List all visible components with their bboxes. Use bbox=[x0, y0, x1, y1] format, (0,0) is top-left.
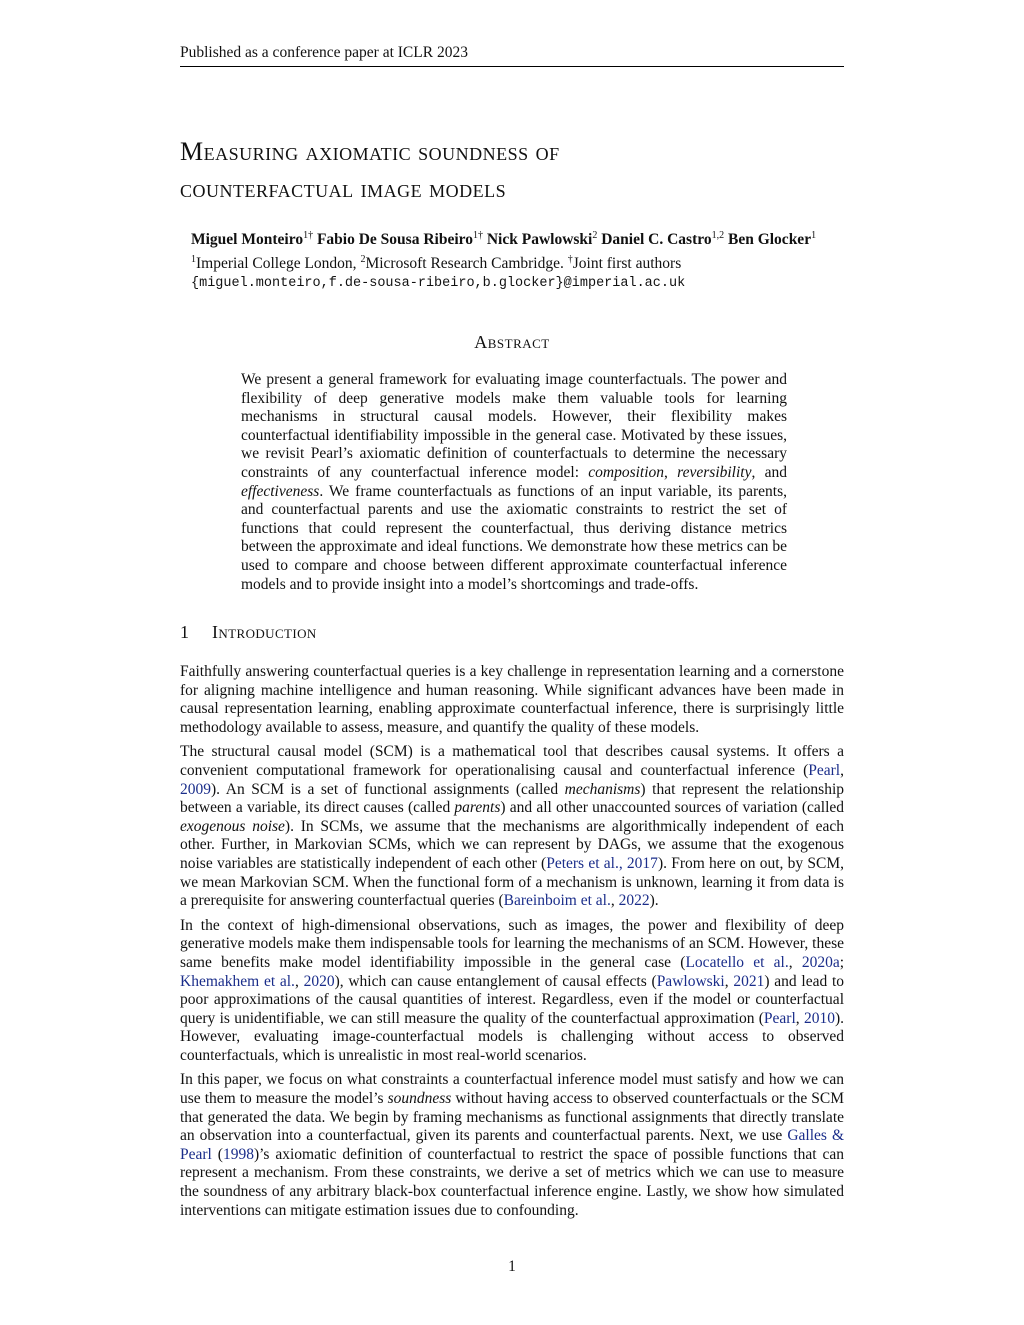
author-name: Daniel C. Castro bbox=[601, 231, 712, 249]
citation-link[interactable]: 2021 bbox=[733, 972, 765, 990]
citation-link[interactable]: Pearl bbox=[763, 1009, 796, 1027]
citation-link[interactable]: 2020a bbox=[801, 953, 840, 971]
title-line-2: counterfactual image models bbox=[180, 174, 507, 203]
author-name: Ben Glocker bbox=[727, 231, 812, 249]
affiliations: $^1$Imperial College London, $^2$Microsoft Research Cambridge. †Joint first authors bbox=[191, 254, 682, 273]
author-name: Miguel Monteiro bbox=[191, 231, 304, 249]
author-affil-mark: 1 bbox=[811, 230, 817, 241]
citation-link[interactable]: Pearl bbox=[808, 761, 841, 779]
citation-link[interactable]: 2010 bbox=[803, 1009, 835, 1027]
section-number: 1 bbox=[180, 622, 190, 642]
author-names bbox=[191, 226, 911, 250]
running-header: Published as a conference paper at ICLR 2023 bbox=[180, 44, 844, 67]
paragraph-3: In the context of high-dimensional observations, such as images, the power and flexibility of deep generative models make them indispensable tools for learning the mechanisms of an SCM. However, these same benefits make model identifiability impossible in the general case (Locatello et al., 2020a; Khemakhem et al., 2020), which can cause entanglement of causal effects (Pawlowski, 2021) and lead to poor approximations of the causal quantities of interest. Regardless, even if the model or counterfactual query is unidentifiable, we can still measure the quality of the counterfactual approximation (Pearl, 2010). However, evaluating image-counterfactual models is challenging without access to observed counterfactuals, which is unrealistic in most real-world scenarios. bbox=[180, 916, 845, 1064]
citation-link[interactable]: 2022 bbox=[618, 892, 650, 910]
author-affil-mark: 1† bbox=[303, 230, 314, 241]
citation-link[interactable]: Peters et al., 2017 bbox=[546, 854, 658, 872]
author-block bbox=[191, 226, 911, 294]
section-title: Introduction bbox=[212, 622, 317, 642]
paragraph-2: The structural causal model (SCM) is a mathematical tool that describes causal systems. It offers a convenient computational framework for operationalising causal and counterfactual inference (Pearl, 2009). An SCM is a set of functional assignments (called mechanisms) that represent the relationship between a variable, its direct causes (called parents) and all other unaccounted sources of variation (called exogenous noise). In SCMs, we assume that the mechanisms are algorithmically independent of each other. Further, in Markovian SCMs, which we can represent by DAGs, we assume that the exogenous noise variables are statistically independent of each other (Peters et al., 2017). From here on out, by SCM, we mean Markovian SCM. When the functional form of a mechanism is unknown, learning it from data is a prerequisite for answering counterfactual queries (Bareinboim et al., 2022). bbox=[180, 743, 844, 910]
page-number: 1 bbox=[508, 1258, 516, 1275]
author-name: Fabio De Sousa Ribeiro bbox=[316, 231, 473, 249]
paragraph-1: Faithfully answering counterfactual queries is a key challenge in representation learning and a cornerstone for aligning machine intelligence and human reasoning. While significant advances have been made in causal representation learning, enabling approximate counterfactual inference, there is surprisingly little methodology available to assess, measure, and quantify the quality of these models. bbox=[180, 663, 844, 736]
citation-link[interactable]: Pawlowski bbox=[656, 972, 725, 990]
paper-title bbox=[180, 133, 860, 207]
citation-link[interactable]: Locatello et al. bbox=[685, 953, 789, 971]
citation-link[interactable]: 1998 bbox=[222, 1145, 254, 1163]
section-heading-introduction bbox=[180, 622, 317, 643]
abstract-heading: Abstract bbox=[474, 332, 550, 352]
citation-link[interactable]: 2020 bbox=[303, 972, 335, 990]
citation-link[interactable]: 2009 bbox=[180, 780, 211, 798]
abstract-text: We present a general framework for evaluating image counterfactuals. The power and flexibility of deep generative models make them valuable tools for learning mechanisms in structural causal models. However, their flexibility makes counterfactual identifiability impossible in the general case. Motivated by these issues, we revisit Pearl’s axiomatic definition of counterfactuals to determine the necessary constraints of any counterfactual inference model: composition, reversibility, and effectiveness. We frame counterfactuals as functions of an input variable, its parents, and counterfactual parents and use the axiomatic constraints to restrict the set of functions that could represent the counterfactual, thus deriving distance metrics between the approximate and ideal functions. We demonstrate how these metrics can be used to compare and choose between different approximate counterfactual inference models and to provide insight into a model’s shortcomings and trade-offs. bbox=[241, 371, 787, 593]
author-affil-mark: 1,2 bbox=[711, 230, 725, 241]
author-affil-mark: 2 bbox=[592, 230, 598, 241]
author-affil-mark: 1† bbox=[472, 230, 483, 241]
citation-link[interactable]: Galles & Pearl bbox=[180, 1127, 845, 1163]
paragraph-4: In this paper, we focus on what constraints a counterfactual inference model must satisfy and how we can use them to measure the model’s soundness without having access to observed counterfactuals or the SCM that generated the data. We begin by framing mechanisms as functional assignments that directly translate an observation into a counterfactual, given its parents and counterfactual parents. Next, we use Galles & Pearl (1998)’s axiomatic definition of counterfactual to restrict the space of possible functions that can represent a mechanism. From these constraints, we derive a set of metrics which we can use to measure the soundness of any arbitrary black-box counterfactual inference engine. Lastly, we show how simulated interventions can mitigate estimation issues due to confounding. bbox=[180, 1071, 845, 1219]
author-name: Nick Pawlowski bbox=[486, 231, 593, 249]
citation-link[interactable]: Khemakhem et al. bbox=[180, 972, 295, 990]
author-emails[interactable]: {miguel.monteiro,f.de-sousa-ribeiro,b.glocker}@imperial.ac.uk bbox=[191, 276, 686, 292]
title-line-1: Measuring axiomatic soundness of bbox=[180, 137, 560, 166]
citation-link[interactable]: Bareinboim et al. bbox=[503, 892, 611, 910]
introduction-body bbox=[180, 663, 844, 1226]
